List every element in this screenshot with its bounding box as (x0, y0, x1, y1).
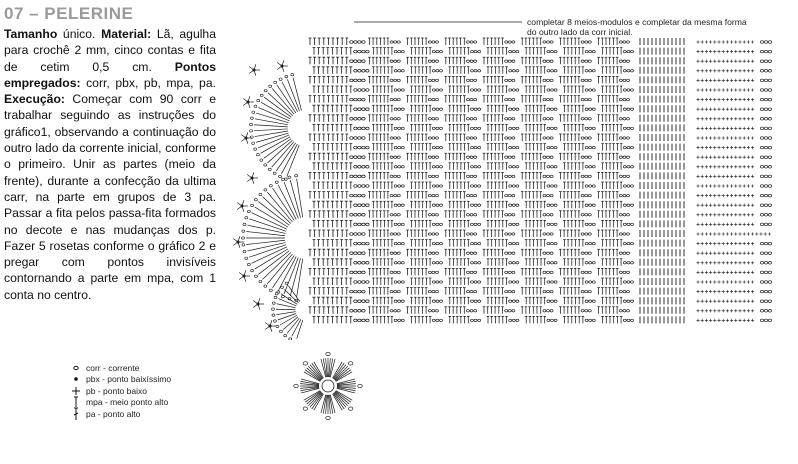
execution-label: Execução: (4, 92, 65, 107)
crochet-chart-1 (222, 10, 784, 340)
fan-scallop (272, 282, 303, 340)
slip-stitch-symbol (68, 374, 84, 384)
legend-text: pbx - ponto baixíssimo (86, 374, 172, 385)
legend-text: corr - corrente (86, 362, 140, 373)
chart-row (313, 201, 772, 208)
rosette-picot (326, 352, 330, 355)
rosette-stitch (335, 368, 350, 380)
material-text: Lã, agulha para crochê 2 mm, cinco contas e fita de cetim 0,5 cm. (4, 27, 216, 74)
chart-row (313, 259, 772, 266)
chart-row (313, 86, 772, 93)
chart-row (313, 316, 772, 323)
rosette-stitch (308, 366, 321, 379)
chart-row (309, 57, 772, 64)
rosette-stitch (308, 392, 321, 405)
rosette-picot (348, 362, 352, 365)
picot-cluster (253, 298, 264, 309)
rosette-picot (303, 407, 307, 410)
legend-row (68, 362, 258, 374)
rosette-stitch (334, 366, 347, 379)
chart-row (309, 172, 772, 179)
chain-symbol (68, 363, 84, 373)
rosette-stitch (333, 393, 344, 409)
rosette-stitch (334, 365, 346, 380)
rosette-stitch (312, 393, 323, 409)
rosette-stitch (335, 391, 351, 402)
chart-row (313, 278, 772, 285)
chart-row (309, 249, 772, 256)
rosette-picot (326, 416, 330, 419)
rosette-stitch (334, 392, 347, 405)
chart-row (309, 134, 772, 141)
rosette-stitch (334, 393, 346, 408)
picot-cluster (241, 132, 252, 143)
chart-row (309, 307, 772, 314)
chart-row (309, 38, 772, 45)
fan-scallop (250, 74, 302, 181)
chart-row (309, 96, 772, 103)
double-crochet-symbol (68, 407, 84, 421)
chart-row (313, 105, 772, 112)
rosette-stitch (310, 365, 322, 380)
chart-row (313, 297, 772, 304)
rosette-stitch (333, 363, 344, 379)
chart-row (313, 48, 772, 55)
material-label: Material: (101, 27, 152, 41)
rosette-stitch (305, 391, 321, 402)
legend-row (68, 397, 258, 409)
rosette-picot (358, 384, 362, 387)
legend-text: mpa - meio ponto alto (86, 397, 169, 408)
picot-cluster (237, 200, 248, 211)
rosette-picot (348, 407, 352, 410)
chart-row (309, 115, 772, 122)
rosette-center (322, 380, 334, 392)
rosette-picot (303, 362, 307, 365)
legend-row (68, 408, 258, 420)
picot-cluster (239, 270, 250, 281)
execution-text: Começar com 90 corr e trabalhar seguindo as instruções do gráfico1, observando a continuação do outro lado da corrente inicial, conforme o primeiro. Unir as partes (meio da frente), durante a confecção da ultima carr, na parte em grupos de 3 pa. Passar a fita pelos passa-fita formados no decote e nas mudanças dos p. Fazer 5 rosetas conforme o gráfico 2 e pregar com pontos invisíveis contornando a parte em mpa, com 1 conta no centro. (4, 92, 216, 302)
chart-row (313, 124, 772, 131)
chart-row (309, 211, 772, 218)
rosette-stitch (307, 392, 322, 404)
stitches-text: corr, pbx, pb, mpa, pa. (80, 75, 216, 90)
rosette-chart-2 (290, 348, 366, 424)
rosette-stitch (335, 392, 350, 404)
legend-text: pb - ponto baixo (86, 385, 147, 396)
fan-scallop (242, 175, 303, 302)
chart-note: completar 8 meios-modulos e completar da mesma forma do outro lado da corr inicial. (527, 17, 747, 37)
stitch-legend (68, 362, 258, 420)
size-label: Tamanho (4, 27, 58, 41)
instructions-text (4, 26, 216, 303)
picot-cluster (243, 96, 254, 107)
chart-row (309, 230, 772, 237)
picot-cluster (247, 172, 258, 183)
chart-row (313, 144, 772, 151)
chart-row (313, 67, 772, 74)
chart-row (309, 153, 772, 160)
chart-row (313, 163, 772, 170)
document-title: 07 – PELERINE (4, 4, 134, 23)
legend-row (68, 385, 258, 397)
rosette-stitch (305, 370, 321, 381)
rosette-stitch (307, 368, 322, 380)
legend-text: pa - ponto alto (86, 408, 141, 419)
single-crochet-symbol (68, 386, 84, 396)
picot-cluster (249, 64, 260, 75)
chart-row (313, 182, 772, 189)
legend-row (68, 374, 258, 386)
picot-cluster (277, 60, 288, 71)
chart-row (313, 240, 772, 247)
rosette-stitch (310, 393, 322, 408)
size-text: único. (57, 27, 102, 41)
chart-row (309, 268, 772, 275)
chart-row (313, 220, 772, 227)
rosette-picot (294, 384, 298, 387)
rosette-stitch (335, 370, 351, 381)
chart-row (309, 76, 772, 83)
chart-row (309, 192, 772, 199)
stitches-label: Pontos empregados: (4, 59, 216, 90)
rosette-stitch (312, 363, 323, 379)
chart-row (309, 288, 772, 295)
